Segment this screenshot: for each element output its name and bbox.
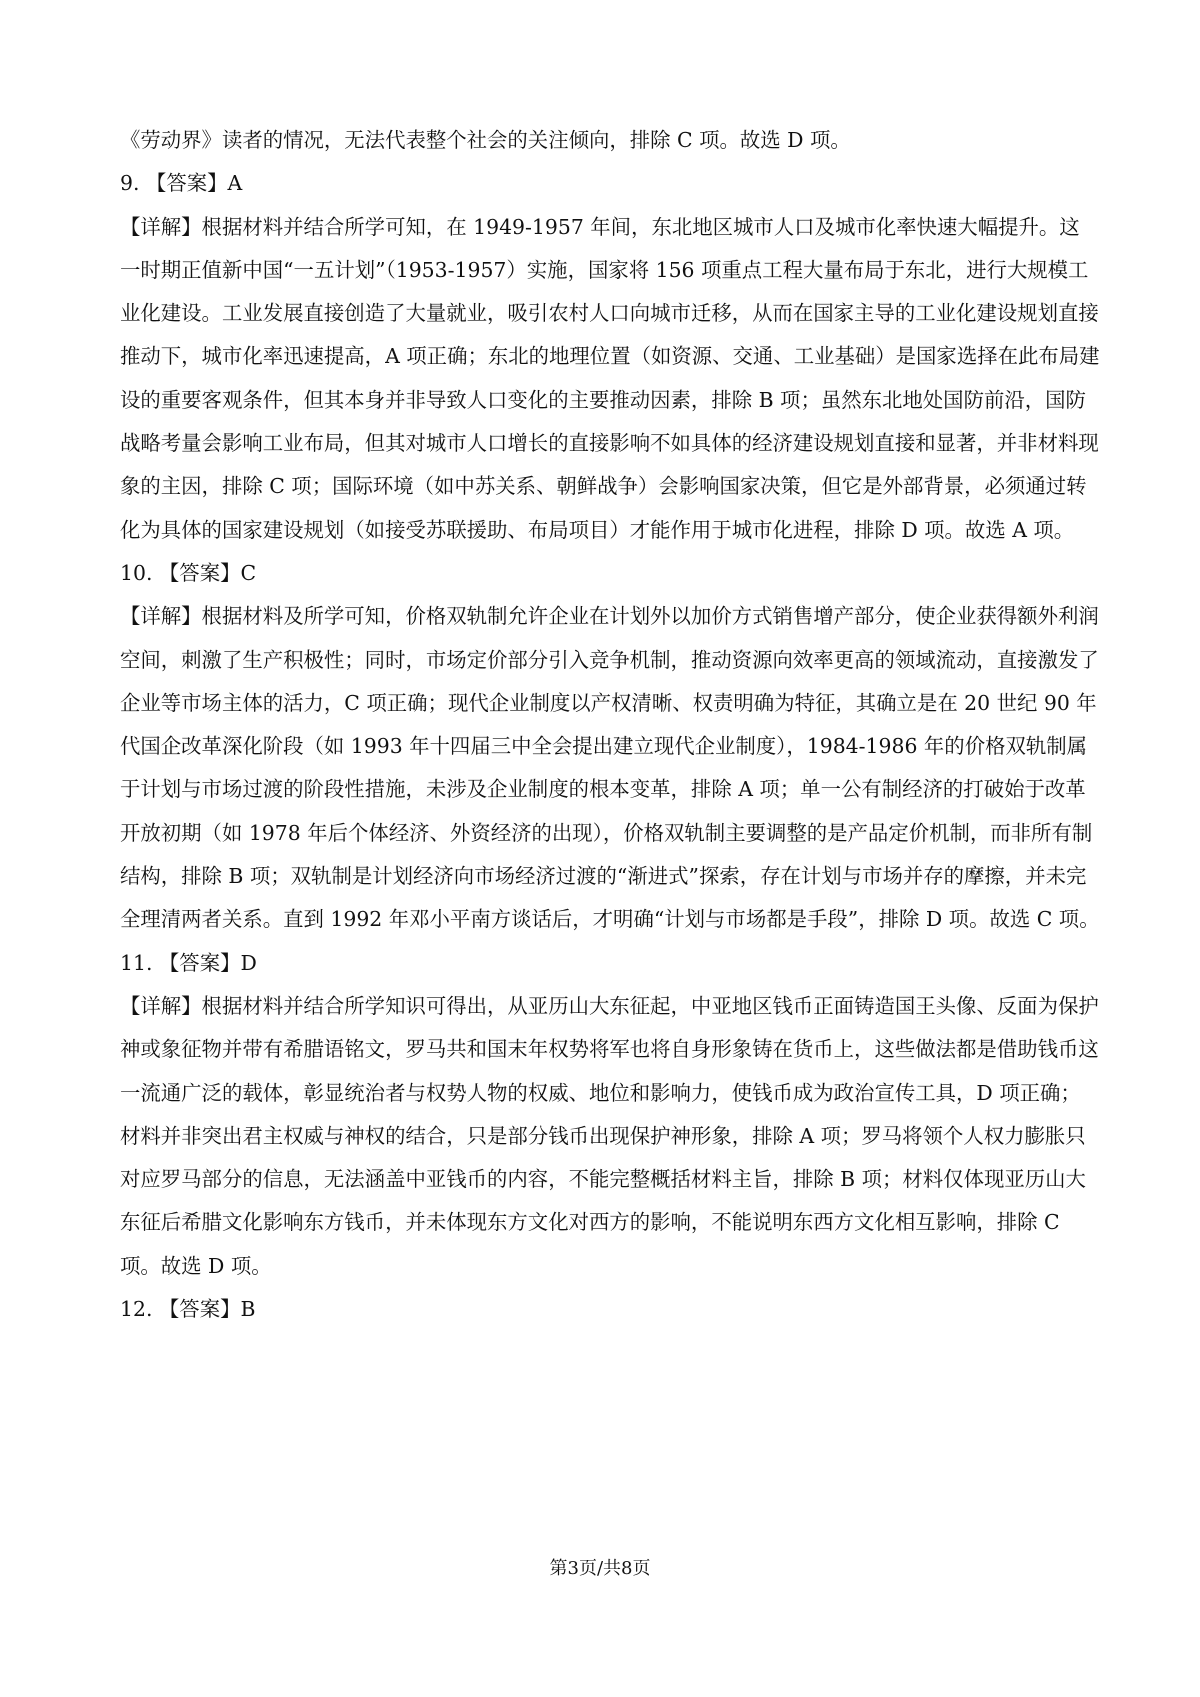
explanation-q11: 【详解】根据材料并结合所学知识可得出，从亚历山大东征起，中亚地区钱币正面铸造国王头像、反面为保护神或象征物并带有希腊语铭文，罗马共和国末年权势将军也将自身形象铸在货币上，这些做法都是借助钱币这一流通广泛的载体，彰显统治者与权势人物的权威、地位和影响力，使钱币成为政治宣传工具，D 项正确；材料并非突出君主权威与神权的结合，只是部分钱币出现保护神形象，排除 A 项；罗马将领个人权力膨胀只对应罗马部分的信息，无法涵盖中亚钱币的内容，不能完整概括材料主旨，排除 B 项；材料仅体现亚历山大东征后希腊文化影响东方钱币，并未体现东方文化对西方的影响，不能说明东西方文化相互影响，排除 C 项。故选 D 项。 xyxy=(120,993,1099,1278)
answer-heading-q9: 9. 【答案】A xyxy=(120,171,243,196)
page-number: 第3页/共8页 xyxy=(549,1558,651,1579)
paragraph-q8-end: 《劳动界》读者的情况，无法代表整个社会的关注倾向，排除 C 项。故选 D 项。 xyxy=(120,128,851,152)
explanation-q9: 【详解】根据材料并结合所学可知，在 1949-1957 年间，东北地区城市人口及城市化率快速大幅提升。这一时期正值新中国“一五计划”（1953-1957）实施，国家将 156 项重点工程大量布局于东北，进行大规模工业化建设。工业发展直接创造了大量就业，吸引农村人口向城市迁移，从而在国家主导的工业化建设规划直接推动下，城市化率迅速提高，A 项正确；东北的地理位置（如资源、交通、工业基础）是国家选择在此布局建设的重要客观条件，但其本身并非导致人口变化的主要推动因素，排除 B 项；虽然东北地处国防前沿，国防战略考量会影响工业布局，但其对城市人口增长的直接影响不如具体的经济建设规划直接和显著，并非材料现象的主因，排除 C 项；国际环境（如中苏关系、朝鲜战争）会影响国家决策，但它是外部背景，必须通过转化为具体的国家建设规划（如接受苏联援助、布局项目）才能作用于城市化进程，排除 D 项。故选 A 项。 xyxy=(120,214,1100,542)
explanation-q10: 【详解】根据材料及所学可知，价格双轨制允许企业在计划外以加价方式销售增产部分，使企业获得额外利润空间，刺激了生产积极性；同时，市场定价部分引入竞争机制，推动资源向效率更高的领域流动，直接激发了企业等市场主体的活力，C 项正确；现代企业制度以产权清晰、权责明确为特征，其确立是在 20 世纪 90 年代国企改革深化阶段（如 1993 年十四届三中全会提出建立现代企业制度），1984-1986 年的价格双轨制属于计划与市场过渡的阶段性措施，未涉及企业制度的根本变革，排除 A 项；单一公有制经济的打破始于改革开放初期（如 1978 年后个体经济、外资经济的出现），价格双轨制主要调整的是产品定价机制，而非所有制结构，排除 B 项；双轨制是计划经济向市场经济过渡的“渐进式”探索，存在计划与市场并存的摩擦，并未完全理清两者关系。直到 1992 年邓小平南方谈话后，才明确“计划与市场都是手段”，排除 D 项。故选 C 项。 xyxy=(120,604,1100,932)
answer-heading-q12: 12. 【答案】B xyxy=(120,1297,256,1322)
answer-heading-q11: 11. 【答案】D xyxy=(120,950,257,975)
answer-explanations xyxy=(120,119,1100,1331)
answer-heading-q10: 10. 【答案】C xyxy=(120,560,257,585)
